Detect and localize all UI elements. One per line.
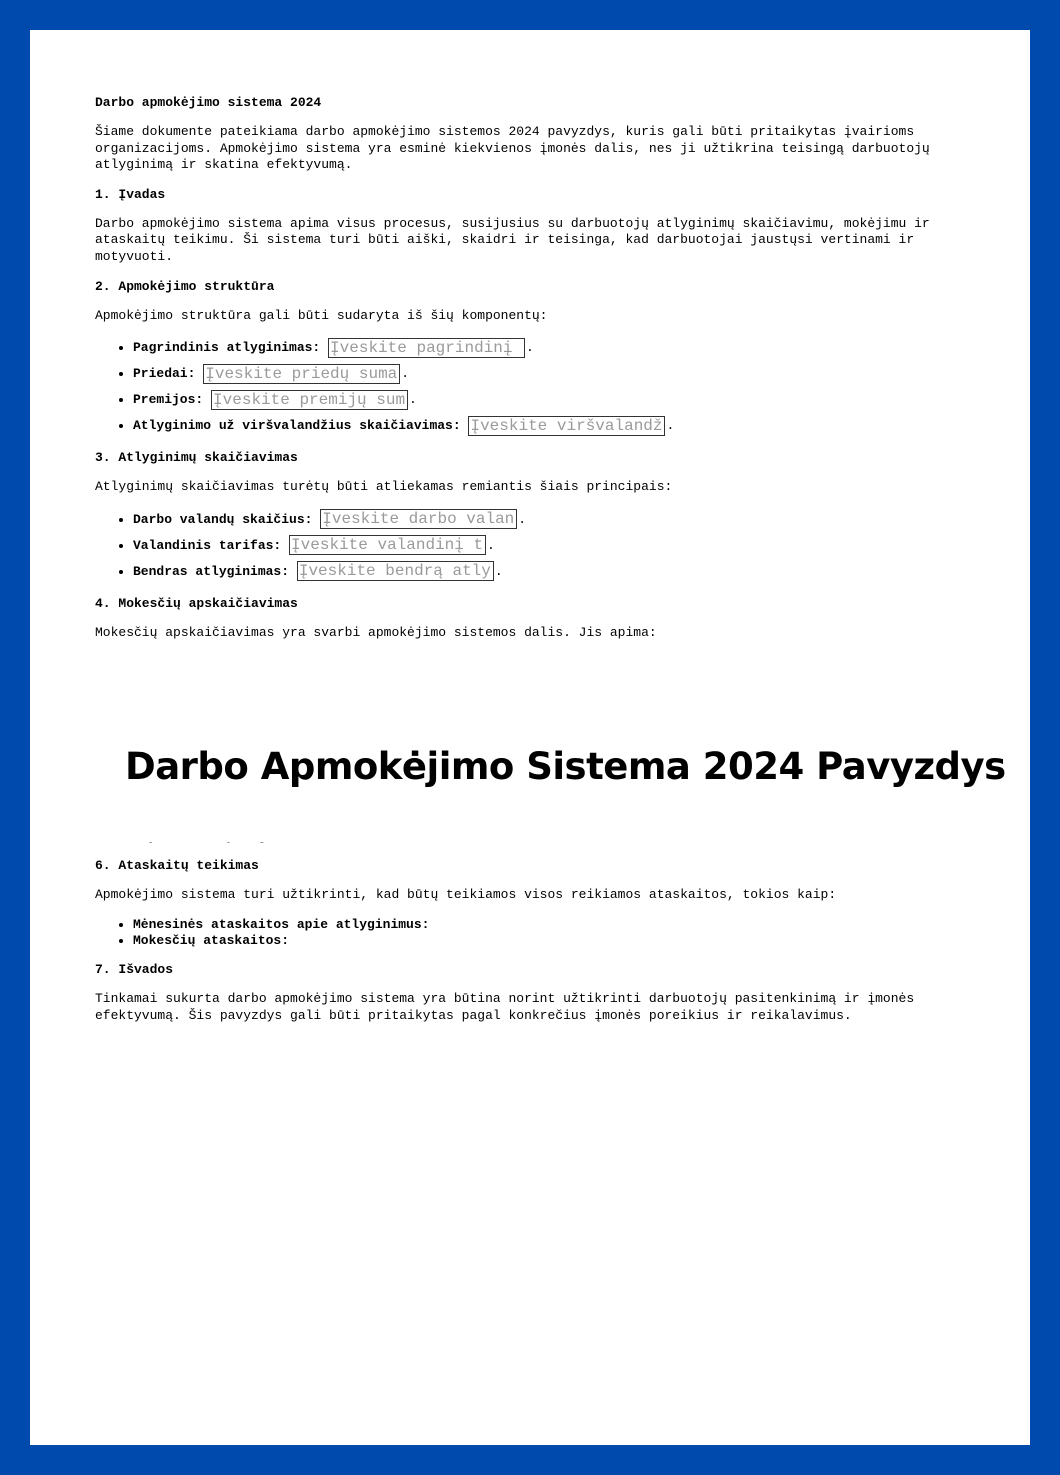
section-1-text: Darbo apmokėjimo sistema apima visus procesus, susijusius su darbuotojų atlyginimų skaičiavimu, mokėjimu ir ataskaitų teikimu. Ši sistema turi būti aiški, skaidri ir teisinga, kad darbuotojai jaustųsi vertinami ir motyvuoti.	[95, 215, 930, 264]
base-salary-input[interactable]: Įveskite pagrindinį	[328, 338, 525, 358]
field-label: Mėnesinės ataskaitos apie atlyginimus:	[133, 917, 430, 933]
section-2-list	[95, 337, 970, 437]
section-3-heading: 3. Atlyginimų skaičiavimas	[95, 450, 298, 466]
section-6-text: Apmokėjimo sistema turi užtikrinti, kad būtų teikiamos visos reikiamos ataskaitos, tokios kaip:	[95, 887, 837, 903]
section-3-list	[95, 509, 970, 583]
list-item: • Atlyginimo už viršvalandžius skaičiavimas: Įveskite viršvalandž .	[133, 415, 970, 437]
section-2-heading: 2. Apmokėjimo struktūra	[95, 278, 275, 294]
document-content-lower	[95, 809, 970, 1037]
banner-title: Darbo Apmokėjimo Sistema 2024 Pavyzdys	[125, 745, 1006, 788]
section-6-list	[95, 917, 970, 949]
field-label: Atlyginimo už viršvalandžius skaičiavimas:	[133, 418, 461, 434]
field-label: Priedai:	[133, 366, 196, 382]
work-hours-input[interactable]: Įveskite darbo valan	[320, 509, 517, 529]
document-title: Darbo apmokėjimo sistema 2024	[95, 95, 322, 110]
document-page	[30, 30, 1030, 1445]
section-6-heading: 6. Ataskaitų teikimas	[95, 858, 259, 874]
intro-paragraph: Šiame dokumente pateikiama darbo apmokėjimo sistemos 2024 pavyzdys, kuris gali būti pritaikytas įvairioms organizacijoms. Apmokėjimo sistema yra esminė kiekvienos įmonės dalis, nes ji užtikrina teisingą darbuotojų atlyginimą ir skatina efektyvumą.	[95, 124, 930, 173]
section-1-heading: 1. Įvadas	[95, 186, 166, 202]
list-item	[133, 917, 970, 933]
list-item: • Premijos: Įveskite premijų sum .	[133, 389, 970, 411]
section-3-text: Atlyginimų skaičiavimas turėtų būti atliekamas remiantis šiais principais:	[95, 479, 673, 495]
list-item: • Priedai: Įveskite priedų suma .	[133, 363, 970, 385]
section-7-text: Tinkamai sukurta darbo apmokėjimo sistema yra būtina norint užtikrinti darbuotojų pasitenkinimą ir įmonės efektyvumą. Šis pavyzdys gali būti pritaikytas pagal konkrečius įmonės poreikius ir reikalavimus.	[95, 991, 915, 1023]
section-7-heading: 7. Išvados	[95, 962, 174, 978]
section-4-text: Mokesčių apskaičiavimas yra svarbi apmokėjimo sistemos dalis. Jis apima:	[95, 624, 657, 640]
premiums-input[interactable]: Įveskite premijų sum	[211, 390, 408, 410]
document-content	[95, 95, 970, 654]
section-2-text: Apmokėjimo struktūra gali būti sudaryta iš šių komponentų:	[95, 307, 548, 323]
hourly-rate-input[interactable]: Įveskite valandinį t	[289, 535, 486, 555]
field-label: Mokesčių ataskaitos:	[133, 933, 290, 949]
section-4-heading: 4. Mokesčių apskaičiavimas	[95, 595, 298, 611]
bonuses-input[interactable]: Įveskite priedų suma	[203, 364, 400, 384]
list-item: • Darbo valandų skaičius: Įveskite darbo valan .	[133, 509, 970, 531]
list-item	[133, 933, 970, 949]
list-item: • Pagrindinis atlyginimas: Įveskite pagrindinį .	[133, 337, 970, 359]
field-label: Valandinis tarifas:	[133, 537, 282, 553]
list-item: • Valandinis tarifas: Įveskite valandinį t .	[133, 535, 970, 557]
field-label: Pagrindinis atlyginimas:	[133, 340, 321, 356]
overtime-input[interactable]: Įveskite viršvalandž	[468, 416, 665, 436]
field-label: Bendras atlyginimas:	[133, 563, 290, 579]
total-salary-input[interactable]: Įveskite bendrą atly	[297, 561, 494, 581]
field-label: Premijos:	[133, 392, 204, 408]
list-item: • Bendras atlyginimas: Įveskite bendrą atly .	[133, 561, 970, 583]
field-label: Darbo valandų skaičius:	[133, 511, 313, 527]
title-banner	[60, 690, 1030, 842]
